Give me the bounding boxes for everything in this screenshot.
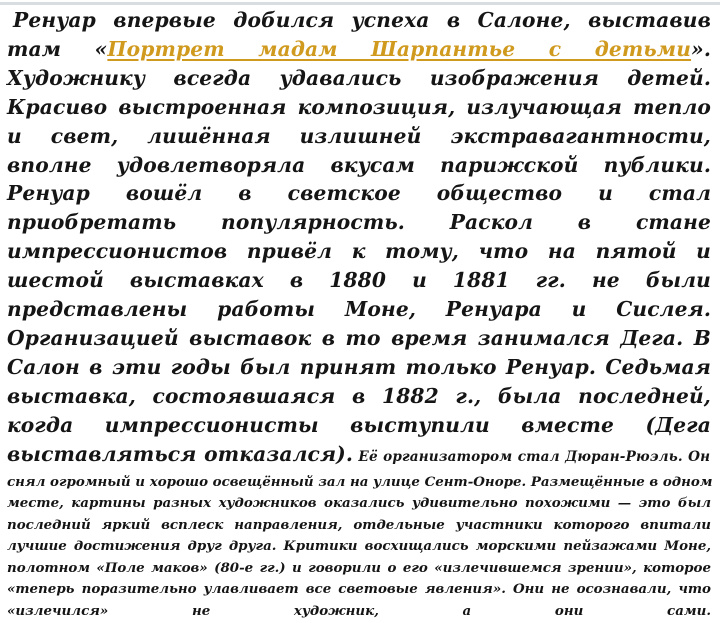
small-paragraph (7, 472, 711, 623)
painting-title-link[interactable]: Портрет мадам Шарпантье с детьми (107, 36, 692, 61)
body-text (7, 6, 711, 623)
text-line-13: (Дега выставляться отказался). (7, 412, 711, 466)
small-line-6: «теперь поразительно улавливает все световые явления». Они не осознавали, что (7, 581, 711, 598)
large-paragraph (7, 6, 711, 472)
small-line-3: последний яркий всплеск направления, отдельные участники которого впитали (7, 516, 711, 533)
text-line-10: выставок в то время занимался Дега. В Салон в эти годы был (7, 325, 711, 379)
quote-open: « (94, 36, 108, 61)
small-line-4: лучшие достижения друг друга. Критики восхищались морскими пейзажами Моне, (7, 538, 711, 555)
text-line-4: композиция, излучающая тепло и свет, лишённая излишней (7, 94, 711, 148)
text-line-11: принят только Ренуар. Седьмая выставка, состоявшаяся в 1882 (7, 354, 711, 408)
top-divider (0, 2, 720, 5)
text-line-5: экстравагантности, вполне удовлетворяла вкусам парижской (7, 123, 711, 177)
text-line-12: г., была последней, когда импрессионисты выступили вместе (7, 383, 711, 437)
small-line-1: снял огромный и хорошо освещённый зал на улице Сент-Оноре. Размещённые в одном (7, 473, 713, 490)
text-line-3: удавались изображения детей. Красиво выстроенная (7, 65, 712, 119)
text-line-13-small: Её организатором стал Дюран-Рюэль. Он (353, 448, 711, 465)
text-line-6: публики. Ренуар вошёл в светское общество и стал приобретать (7, 152, 711, 235)
small-line-5: полотном «Поле маков» (80-е гг.) и говорили о его «излечившемся зрении», которое (7, 559, 711, 576)
text-line-1: Ренуар впервые добился успеха в Салоне, выставив там (7, 8, 711, 61)
small-line-7: «излечился» не художник, а они сами. (7, 603, 711, 620)
small-line-2: месте, картины разных художников оказались удивительно похожими — это был (7, 495, 711, 512)
text-line-7: популярность. Раскол в стане импрессионистов привёл к тому, (7, 210, 711, 264)
text-line-2-rest: ». Художнику всегда (7, 36, 711, 90)
text-line-8: что на пятой и шестой выставках в 1880 и 1881 гг. не были (7, 239, 711, 293)
text-line-9: представлены работы Моне, Ренуара и Сислея. Организацией (7, 297, 711, 350)
